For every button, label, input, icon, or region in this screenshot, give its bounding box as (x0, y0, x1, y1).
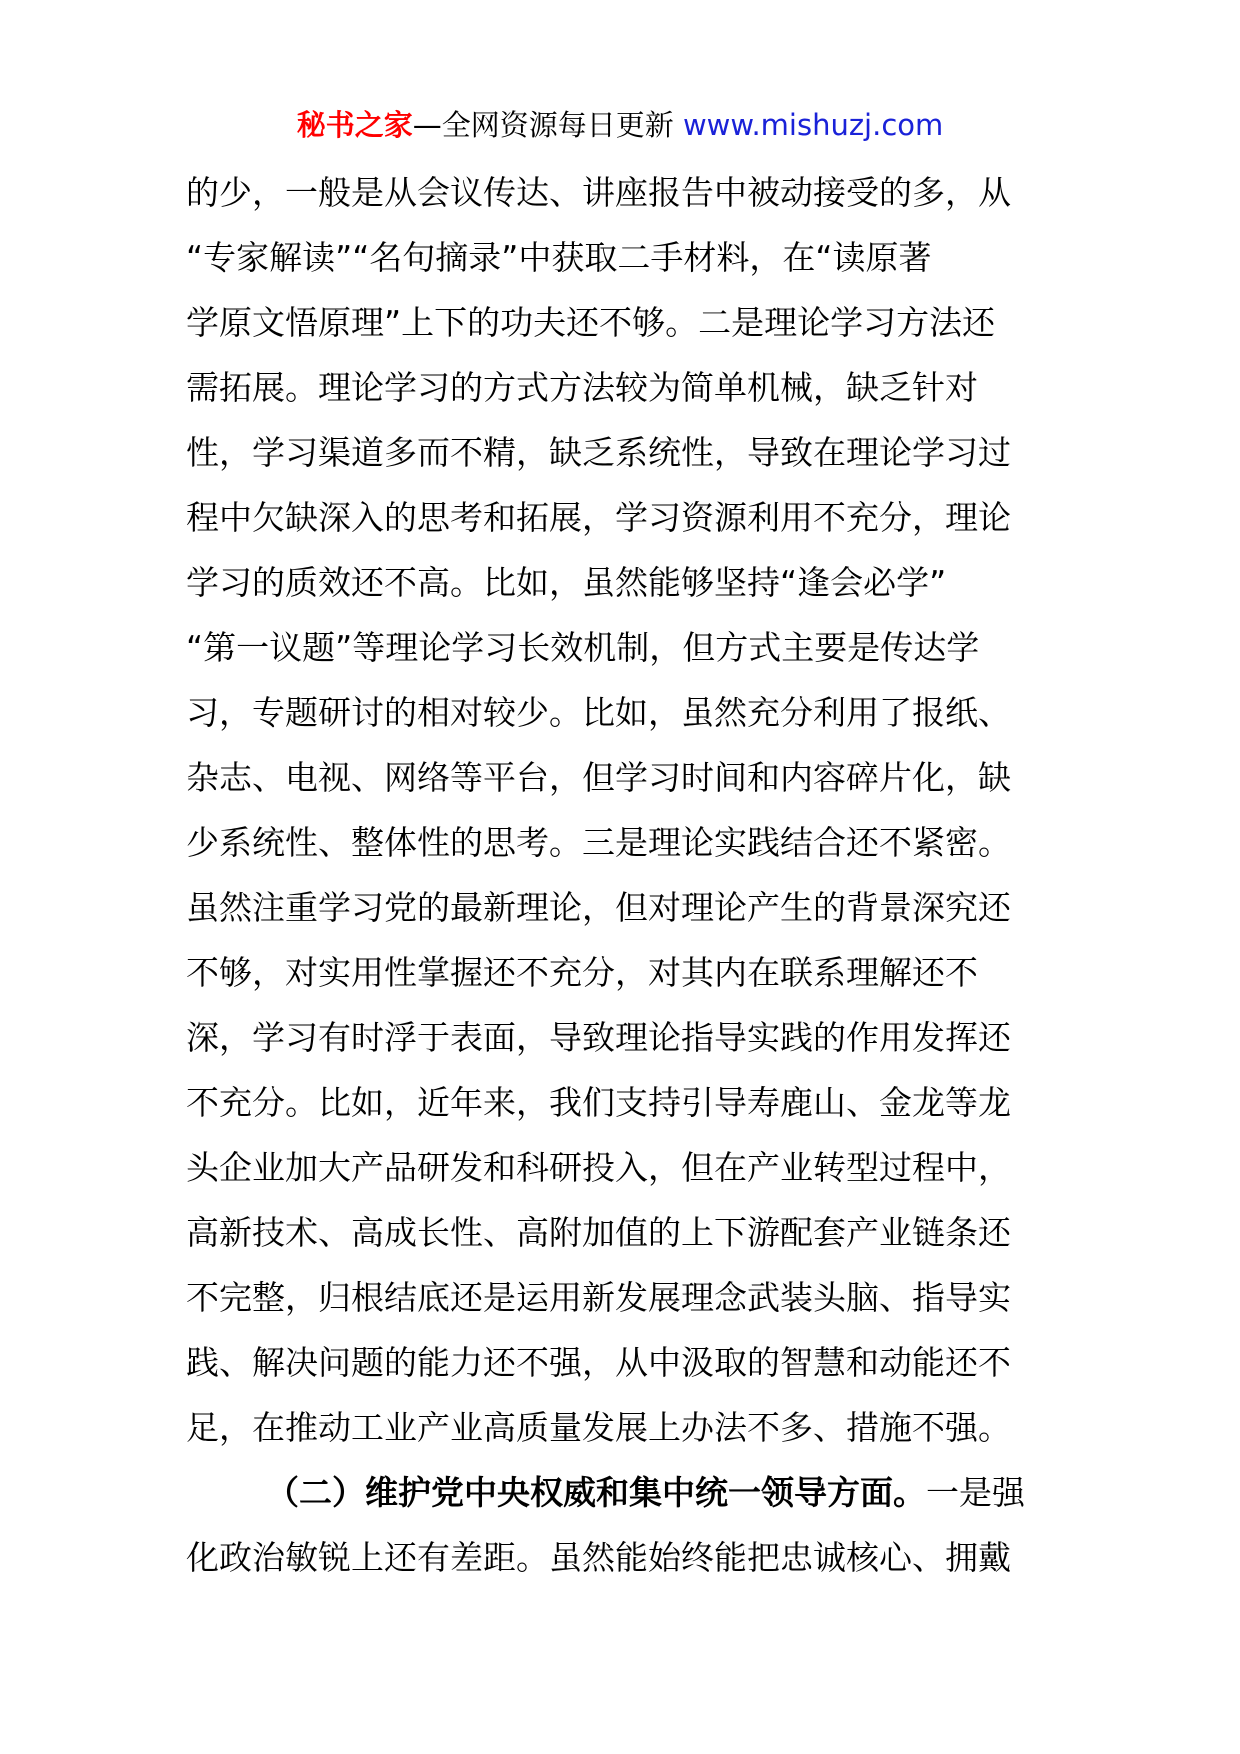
section-heading-line (186, 1460, 1026, 1525)
body-line: 程中欠缺深入的思考和拓展，学习资源利用不充分，理论 (186, 498, 1011, 537)
body-line: “第一议题”等理论学习长效机制，但方式主要是传达学 (186, 628, 980, 667)
body-line: 虽然注重学习党的最新理论，但对理论产生的背景深究还 (186, 888, 1011, 927)
body-line: 深，学习有时浮于表面，导致理论指导实践的作用发挥还 (186, 1018, 1011, 1057)
body-line: 高新技术、高成长性、高附加值的上下游配套产业链条还 (186, 1213, 1011, 1252)
body-line: 化政治敏锐上还有差距。虽然能始终能把忠诚核心、拥戴 (186, 1538, 1011, 1577)
body-line: 需拓展。理论学习的方式方法较为简单机械，缺乏针对 (186, 368, 978, 407)
site-header (0, 100, 1240, 150)
site-url-link[interactable]: www.mishuzj.com (682, 108, 944, 142)
body-line: 不够，对实用性掌握还不充分，对其内在联系理解还不 (186, 953, 978, 992)
header-slogan: —全网资源每日更新 (412, 108, 683, 142)
body-line: 足，在推动工业产业高质量发展上办法不多、措施不强。 (186, 1408, 1011, 1447)
section-heading: （二）维护党中央权威和集中统一领导方面。 (266, 1473, 926, 1512)
section-heading-continuation: 一是强 (926, 1473, 1025, 1512)
body-line: 性，学习渠道多而不精，缺乏系统性，导致在理论学习过 (186, 433, 1011, 472)
body-line: “专家解读”“名句摘录”中获取二手材料，在“读原著 (186, 238, 932, 277)
document-body (186, 160, 1026, 1590)
body-line: 习，专题研讨的相对较少。比如，虽然充分利用了报纸、 (186, 693, 1011, 732)
body-line: 不充分。比如，近年来，我们支持引导寿鹿山、金龙等龙 (186, 1083, 1011, 1122)
body-line: 少系统性、整体性的思考。三是理论实践结合还不紧密。 (186, 823, 1011, 862)
body-line: 不完整，归根结底还是运用新发展理念武装头脑、指导实 (186, 1278, 1011, 1317)
body-line: 学习的质效还不高。比如，虽然能够坚持“逢会必学” (186, 563, 947, 602)
body-line: 践、解决问题的能力还不强，从中汲取的智慧和动能还不 (186, 1343, 1011, 1382)
body-line: 杂志、电视、网络等平台，但学习时间和内容碎片化，缺 (186, 758, 1011, 797)
body-line: 学原文悟原理”上下的功夫还不够。二是理论学习方法还 (186, 303, 996, 342)
brand-name: 秘书之家 (296, 108, 413, 142)
body-line: 头企业加大产品研发和科研投入，但在产业转型过程中， (186, 1148, 1011, 1187)
body-line: 的少，一般是从会议传达、讲座报告中被动接受的多，从 (186, 173, 1011, 212)
